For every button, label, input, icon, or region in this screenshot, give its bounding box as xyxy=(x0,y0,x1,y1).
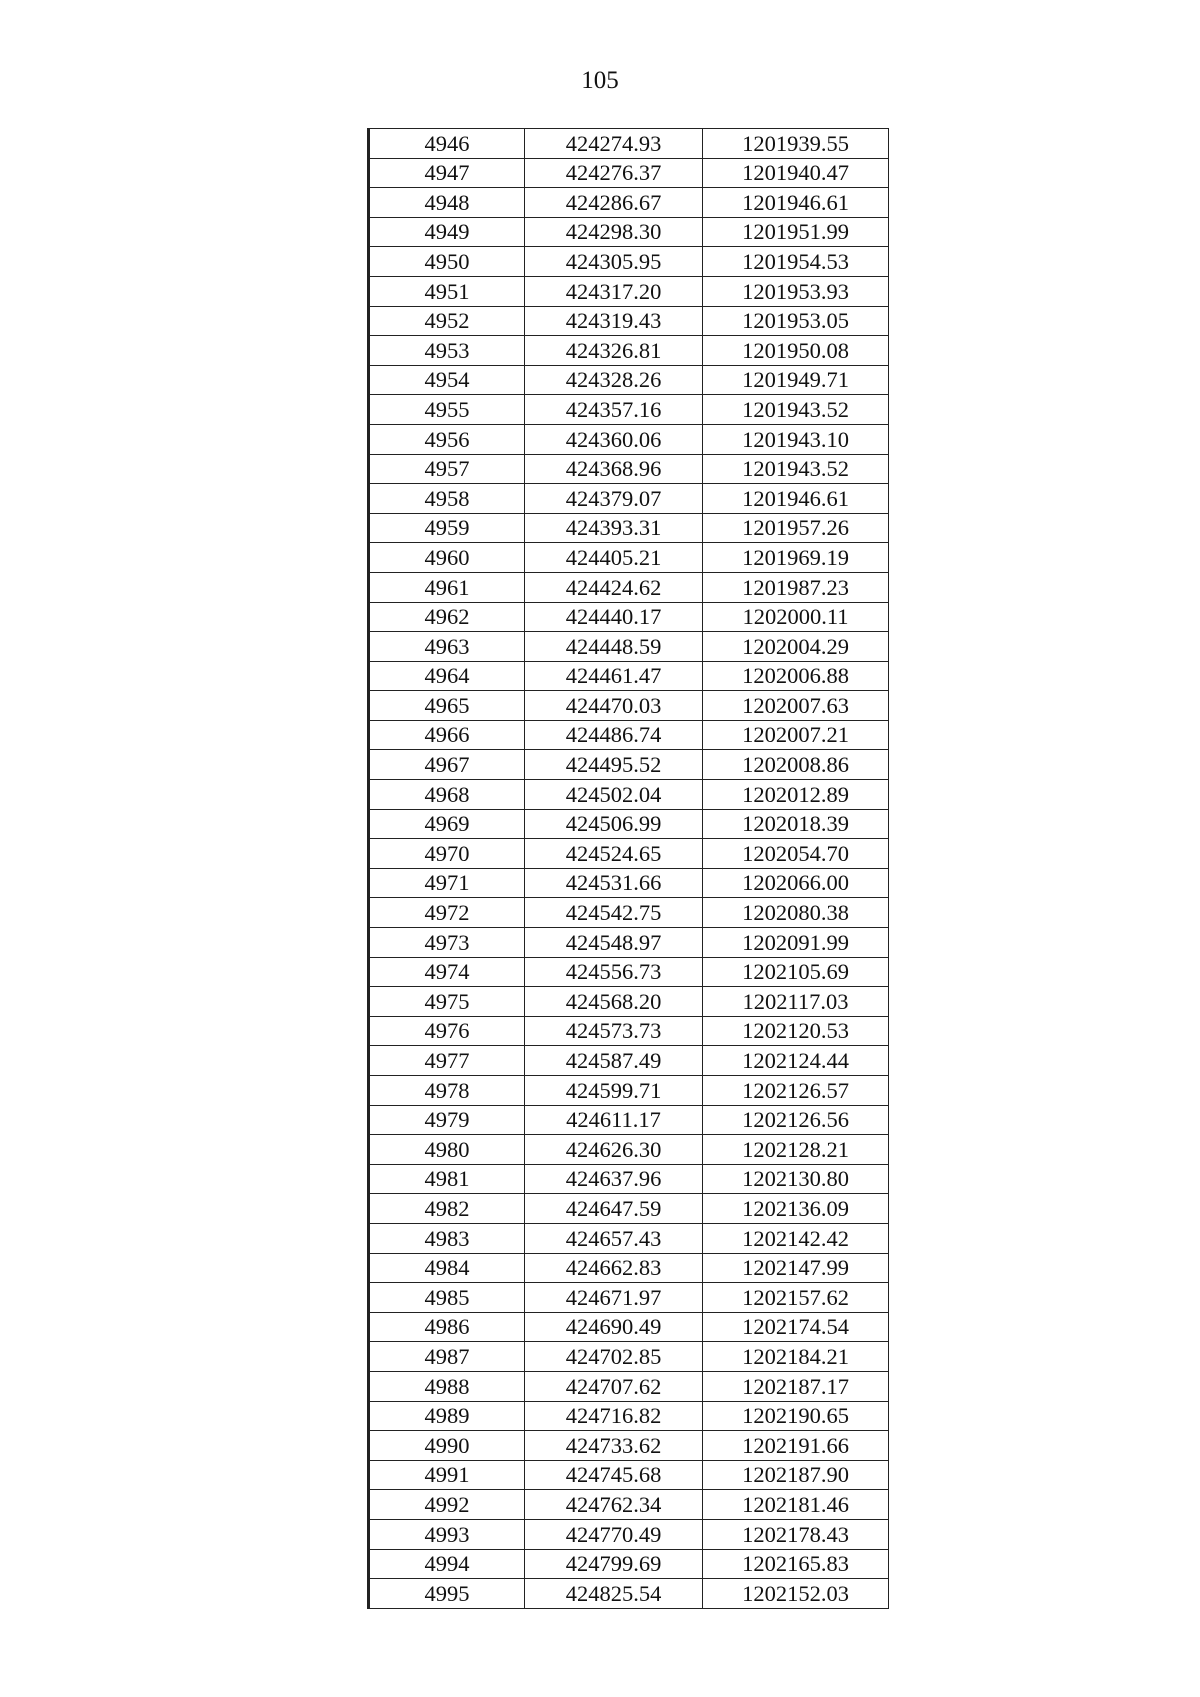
y-coordinate-cell: 1202117.03 xyxy=(703,987,889,1017)
table-row xyxy=(369,1342,889,1372)
x-coordinate-cell: 424611.17 xyxy=(525,1105,703,1135)
point-number-cell: 4993 xyxy=(369,1519,525,1549)
table-row xyxy=(369,217,889,247)
point-number-cell: 4983 xyxy=(369,1223,525,1253)
y-coordinate-cell: 1202142.42 xyxy=(703,1223,889,1253)
y-coordinate-cell: 1201946.61 xyxy=(703,484,889,514)
table-row xyxy=(369,1490,889,1520)
coordinates-table xyxy=(367,128,889,1609)
point-number-cell: 4956 xyxy=(369,424,525,454)
x-coordinate-cell: 424502.04 xyxy=(525,780,703,810)
x-coordinate-cell: 424690.49 xyxy=(525,1312,703,1342)
y-coordinate-cell: 1202004.29 xyxy=(703,632,889,662)
x-coordinate-cell: 424568.20 xyxy=(525,987,703,1017)
y-coordinate-cell: 1201940.47 xyxy=(703,158,889,188)
x-coordinate-cell: 424328.26 xyxy=(525,365,703,395)
y-coordinate-cell: 1201949.71 xyxy=(703,365,889,395)
point-number-cell: 4958 xyxy=(369,484,525,514)
y-coordinate-cell: 1202091.99 xyxy=(703,928,889,958)
point-number-cell: 4990 xyxy=(369,1431,525,1461)
y-coordinate-cell: 1202147.99 xyxy=(703,1253,889,1283)
x-coordinate-cell: 424662.83 xyxy=(525,1253,703,1283)
x-coordinate-cell: 424573.73 xyxy=(525,1016,703,1046)
x-coordinate-cell: 424486.74 xyxy=(525,720,703,750)
x-coordinate-cell: 424707.62 xyxy=(525,1371,703,1401)
point-number-cell: 4988 xyxy=(369,1371,525,1401)
table-row xyxy=(369,1460,889,1490)
table-row xyxy=(369,336,889,366)
x-coordinate-cell: 424733.62 xyxy=(525,1431,703,1461)
x-coordinate-cell: 424626.30 xyxy=(525,1135,703,1165)
x-coordinate-cell: 424647.59 xyxy=(525,1194,703,1224)
point-number-cell: 4981 xyxy=(369,1164,525,1194)
x-coordinate-cell: 424317.20 xyxy=(525,276,703,306)
table-row xyxy=(369,365,889,395)
y-coordinate-cell: 1201943.52 xyxy=(703,395,889,425)
page-number: 105 xyxy=(581,67,619,94)
table-row xyxy=(369,602,889,632)
x-coordinate-cell: 424305.95 xyxy=(525,247,703,277)
table-body xyxy=(369,129,889,1609)
x-coordinate-cell: 424319.43 xyxy=(525,306,703,336)
point-number-cell: 4973 xyxy=(369,928,525,958)
table-row xyxy=(369,188,889,218)
point-number-cell: 4967 xyxy=(369,750,525,780)
table-row xyxy=(369,987,889,1017)
x-coordinate-cell: 424716.82 xyxy=(525,1401,703,1431)
point-number-cell: 4947 xyxy=(369,158,525,188)
x-coordinate-cell: 424393.31 xyxy=(525,513,703,543)
point-number-cell: 4959 xyxy=(369,513,525,543)
table-row xyxy=(369,276,889,306)
y-coordinate-cell: 1202012.89 xyxy=(703,780,889,810)
x-coordinate-cell: 424762.34 xyxy=(525,1490,703,1520)
y-coordinate-cell: 1202126.57 xyxy=(703,1076,889,1106)
point-number-cell: 4995 xyxy=(369,1579,525,1609)
point-number-cell: 4977 xyxy=(369,1046,525,1076)
point-number-cell: 4984 xyxy=(369,1253,525,1283)
y-coordinate-cell: 1201954.53 xyxy=(703,247,889,277)
x-coordinate-cell: 424286.67 xyxy=(525,188,703,218)
x-coordinate-cell: 424745.68 xyxy=(525,1460,703,1490)
point-number-cell: 4961 xyxy=(369,572,525,602)
y-coordinate-cell: 1202018.39 xyxy=(703,809,889,839)
y-coordinate-cell: 1202157.62 xyxy=(703,1283,889,1313)
table-row xyxy=(369,839,889,869)
y-coordinate-cell: 1202136.09 xyxy=(703,1194,889,1224)
point-number-cell: 4969 xyxy=(369,809,525,839)
table-row xyxy=(369,424,889,454)
point-number-cell: 4971 xyxy=(369,868,525,898)
x-coordinate-cell: 424599.71 xyxy=(525,1076,703,1106)
table-row xyxy=(369,1549,889,1579)
point-number-cell: 4975 xyxy=(369,987,525,1017)
x-coordinate-cell: 424556.73 xyxy=(525,957,703,987)
point-number-cell: 4970 xyxy=(369,839,525,869)
table-row xyxy=(369,632,889,662)
table-row xyxy=(369,868,889,898)
table-row xyxy=(369,720,889,750)
table-row xyxy=(369,454,889,484)
point-number-cell: 4987 xyxy=(369,1342,525,1372)
table-row xyxy=(369,129,889,159)
y-coordinate-cell: 1202191.66 xyxy=(703,1431,889,1461)
point-number-cell: 4964 xyxy=(369,661,525,691)
x-coordinate-cell: 424702.85 xyxy=(525,1342,703,1372)
table-row xyxy=(369,1016,889,1046)
x-coordinate-cell: 424405.21 xyxy=(525,543,703,573)
table-row xyxy=(369,1164,889,1194)
x-coordinate-cell: 424531.66 xyxy=(525,868,703,898)
point-number-cell: 4951 xyxy=(369,276,525,306)
y-coordinate-cell: 1202054.70 xyxy=(703,839,889,869)
x-coordinate-cell: 424524.65 xyxy=(525,839,703,869)
x-coordinate-cell: 424379.07 xyxy=(525,484,703,514)
table-row xyxy=(369,395,889,425)
point-number-cell: 4985 xyxy=(369,1283,525,1313)
table-row xyxy=(369,1223,889,1253)
y-coordinate-cell: 1201987.23 xyxy=(703,572,889,602)
y-coordinate-cell: 1201950.08 xyxy=(703,336,889,366)
x-coordinate-cell: 424461.47 xyxy=(525,661,703,691)
point-number-cell: 4994 xyxy=(369,1549,525,1579)
x-coordinate-cell: 424548.97 xyxy=(525,928,703,958)
point-number-cell: 4966 xyxy=(369,720,525,750)
y-coordinate-cell: 1202120.53 xyxy=(703,1016,889,1046)
y-coordinate-cell: 1201957.26 xyxy=(703,513,889,543)
y-coordinate-cell: 1202066.00 xyxy=(703,868,889,898)
y-coordinate-cell: 1201939.55 xyxy=(703,129,889,159)
table-row xyxy=(369,898,889,928)
x-coordinate-cell: 424825.54 xyxy=(525,1579,703,1609)
table-row xyxy=(369,1076,889,1106)
table-row xyxy=(369,809,889,839)
point-number-cell: 4957 xyxy=(369,454,525,484)
table-row xyxy=(369,957,889,987)
table-row xyxy=(369,1046,889,1076)
table-row xyxy=(369,1579,889,1609)
x-coordinate-cell: 424587.49 xyxy=(525,1046,703,1076)
point-number-cell: 4955 xyxy=(369,395,525,425)
table-row xyxy=(369,1135,889,1165)
y-coordinate-cell: 1202130.80 xyxy=(703,1164,889,1194)
table-row xyxy=(369,484,889,514)
point-number-cell: 4982 xyxy=(369,1194,525,1224)
point-number-cell: 4992 xyxy=(369,1490,525,1520)
table-row xyxy=(369,1105,889,1135)
point-number-cell: 4950 xyxy=(369,247,525,277)
point-number-cell: 4974 xyxy=(369,957,525,987)
x-coordinate-cell: 424448.59 xyxy=(525,632,703,662)
table-row xyxy=(369,928,889,958)
table-row xyxy=(369,750,889,780)
point-number-cell: 4946 xyxy=(369,129,525,159)
point-number-cell: 4963 xyxy=(369,632,525,662)
y-coordinate-cell: 1202006.88 xyxy=(703,661,889,691)
y-coordinate-cell: 1202105.69 xyxy=(703,957,889,987)
x-coordinate-cell: 424799.69 xyxy=(525,1549,703,1579)
x-coordinate-cell: 424671.97 xyxy=(525,1283,703,1313)
point-number-cell: 4979 xyxy=(369,1105,525,1135)
point-number-cell: 4972 xyxy=(369,898,525,928)
point-number-cell: 4986 xyxy=(369,1312,525,1342)
table-row xyxy=(369,1194,889,1224)
point-number-cell: 4976 xyxy=(369,1016,525,1046)
point-number-cell: 4978 xyxy=(369,1076,525,1106)
point-number-cell: 4962 xyxy=(369,602,525,632)
y-coordinate-cell: 1201943.10 xyxy=(703,424,889,454)
y-coordinate-cell: 1202184.21 xyxy=(703,1342,889,1372)
x-coordinate-cell: 424360.06 xyxy=(525,424,703,454)
y-coordinate-cell: 1202174.54 xyxy=(703,1312,889,1342)
point-number-cell: 4991 xyxy=(369,1460,525,1490)
point-number-cell: 4968 xyxy=(369,780,525,810)
x-coordinate-cell: 424440.17 xyxy=(525,602,703,632)
table-row xyxy=(369,1312,889,1342)
y-coordinate-cell: 1202124.44 xyxy=(703,1046,889,1076)
y-coordinate-cell: 1202181.46 xyxy=(703,1490,889,1520)
point-number-cell: 4949 xyxy=(369,217,525,247)
table-row xyxy=(369,1401,889,1431)
y-coordinate-cell: 1202128.21 xyxy=(703,1135,889,1165)
table-row xyxy=(369,780,889,810)
x-coordinate-cell: 424657.43 xyxy=(525,1223,703,1253)
y-coordinate-cell: 1201943.52 xyxy=(703,454,889,484)
y-coordinate-cell: 1202178.43 xyxy=(703,1519,889,1549)
y-coordinate-cell: 1202126.56 xyxy=(703,1105,889,1135)
point-number-cell: 4989 xyxy=(369,1401,525,1431)
y-coordinate-cell: 1202007.63 xyxy=(703,691,889,721)
y-coordinate-cell: 1201953.05 xyxy=(703,306,889,336)
y-coordinate-cell: 1201953.93 xyxy=(703,276,889,306)
table-row xyxy=(369,543,889,573)
x-coordinate-cell: 424470.03 xyxy=(525,691,703,721)
point-number-cell: 4980 xyxy=(369,1135,525,1165)
y-coordinate-cell: 1202007.21 xyxy=(703,720,889,750)
y-coordinate-cell: 1202165.83 xyxy=(703,1549,889,1579)
point-number-cell: 4952 xyxy=(369,306,525,336)
x-coordinate-cell: 424542.75 xyxy=(525,898,703,928)
y-coordinate-cell: 1202000.11 xyxy=(703,602,889,632)
y-coordinate-cell: 1202187.17 xyxy=(703,1371,889,1401)
x-coordinate-cell: 424326.81 xyxy=(525,336,703,366)
point-number-cell: 4960 xyxy=(369,543,525,573)
y-coordinate-cell: 1202187.90 xyxy=(703,1460,889,1490)
y-coordinate-cell: 1202190.65 xyxy=(703,1401,889,1431)
x-coordinate-cell: 424274.93 xyxy=(525,129,703,159)
x-coordinate-cell: 424298.30 xyxy=(525,217,703,247)
point-number-cell: 4965 xyxy=(369,691,525,721)
y-coordinate-cell: 1202080.38 xyxy=(703,898,889,928)
point-number-cell: 4948 xyxy=(369,188,525,218)
table-row xyxy=(369,158,889,188)
x-coordinate-cell: 424368.96 xyxy=(525,454,703,484)
x-coordinate-cell: 424770.49 xyxy=(525,1519,703,1549)
table-row xyxy=(369,1283,889,1313)
y-coordinate-cell: 1202152.03 xyxy=(703,1579,889,1609)
table-row xyxy=(369,691,889,721)
x-coordinate-cell: 424357.16 xyxy=(525,395,703,425)
point-number-cell: 4953 xyxy=(369,336,525,366)
table-row xyxy=(369,513,889,543)
y-coordinate-cell: 1201969.19 xyxy=(703,543,889,573)
table-row xyxy=(369,247,889,277)
x-coordinate-cell: 424637.96 xyxy=(525,1164,703,1194)
y-coordinate-cell: 1202008.86 xyxy=(703,750,889,780)
table-row xyxy=(369,572,889,602)
y-coordinate-cell: 1201951.99 xyxy=(703,217,889,247)
table-row xyxy=(369,661,889,691)
x-coordinate-cell: 424276.37 xyxy=(525,158,703,188)
x-coordinate-cell: 424495.52 xyxy=(525,750,703,780)
table-row xyxy=(369,306,889,336)
table-row xyxy=(369,1519,889,1549)
table-row xyxy=(369,1431,889,1461)
table-row xyxy=(369,1371,889,1401)
y-coordinate-cell: 1201946.61 xyxy=(703,188,889,218)
x-coordinate-cell: 424506.99 xyxy=(525,809,703,839)
x-coordinate-cell: 424424.62 xyxy=(525,572,703,602)
point-number-cell: 4954 xyxy=(369,365,525,395)
table-row xyxy=(369,1253,889,1283)
